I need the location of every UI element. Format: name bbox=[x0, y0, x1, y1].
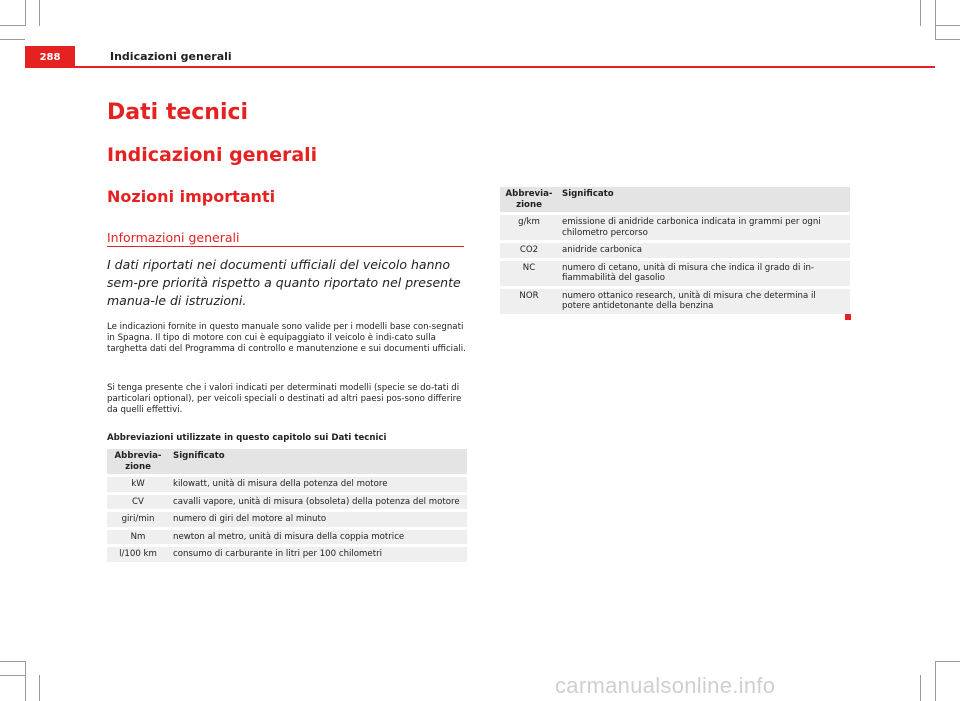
crop-mark bbox=[935, 661, 960, 662]
crop-mark bbox=[935, 25, 960, 26]
crop-mark bbox=[39, 675, 40, 701]
table-row bbox=[500, 289, 850, 314]
meaning-cell: numero di cetano, unità di misura che indica il grado di in-fiammabilità del gasolio bbox=[558, 261, 850, 286]
abbreviations-table-right bbox=[500, 184, 850, 317]
body-paragraph-2: Si tenga presente che i valori indicati per determinati modelli (specie se do-tati di particolari optional), per veicoli speciali o destinati ad altri paesi pos-sono differire da quelli effettivi. bbox=[107, 383, 462, 416]
header-rule bbox=[75, 66, 935, 68]
abbr-cell: NOR bbox=[500, 289, 558, 314]
crop-mark bbox=[0, 675, 26, 676]
crop-mark bbox=[920, 0, 921, 26]
abbr-cell: Nm bbox=[107, 530, 169, 545]
header-abbreviazione: Abbrevia-zione bbox=[500, 187, 558, 212]
abbreviations-intro: Abbreviazioni utilizzate in questo capitolo sui Dati tecnici bbox=[107, 433, 387, 443]
body-paragraph-1: Le indicazioni fornite in questo manuale sono valide per i modelli base con-segnati in Spagna. Il tipo di motore con cui è equipaggiato il veicolo è indi-cato sulla targhetta dati del Programma di controllo e manutenzione e sui documenti ufficiali. bbox=[107, 322, 466, 355]
meaning-cell: cavalli vapore, unità di misura (obsoleta) della potenza del motore bbox=[169, 495, 467, 510]
abbr-cell: giri/min bbox=[107, 512, 169, 527]
meaning-cell: kilowatt, unità di misura della potenza del motore bbox=[169, 477, 467, 492]
meaning-cell: consumo di carburante in litri per 100 chilometri bbox=[169, 547, 467, 562]
watermark: carmanualsonline.info bbox=[555, 673, 776, 698]
abbr-cell: g/km bbox=[500, 215, 558, 240]
crop-mark bbox=[0, 25, 26, 26]
header-abbreviazione: Abbrevia-zione bbox=[107, 449, 169, 474]
heading-nozioni-importanti: Nozioni importanti bbox=[107, 187, 276, 206]
table-row bbox=[500, 261, 850, 286]
crop-mark bbox=[920, 675, 921, 701]
table-row bbox=[107, 547, 467, 562]
header-significato: Significato bbox=[169, 449, 467, 474]
crop-mark bbox=[0, 39, 25, 40]
crop-mark bbox=[935, 39, 960, 40]
table-header-row bbox=[500, 187, 850, 212]
table-row bbox=[500, 243, 850, 258]
abbreviations-table-left bbox=[107, 446, 467, 565]
table-row bbox=[500, 215, 850, 240]
meaning-cell: emissione di anidride carbonica indicata in grammi per ogni chilometro percorso bbox=[558, 215, 850, 240]
meaning-cell: newton al metro, unità di misura della coppia motrice bbox=[169, 530, 467, 545]
heading-informazioni-generali: Informazioni generali bbox=[107, 230, 240, 245]
running-header-title: Indicazioni generali bbox=[110, 50, 232, 63]
meaning-cell: anidride carbonica bbox=[558, 243, 850, 258]
section-rule bbox=[107, 246, 464, 247]
heading-dati-tecnici: Dati tecnici bbox=[107, 100, 249, 125]
table-header-row bbox=[107, 449, 467, 474]
meaning-cell: numero ottanico research, unità di misura che determina il potere antidetonante della benzina bbox=[558, 289, 850, 314]
crop-mark bbox=[0, 661, 25, 662]
section-end-marker bbox=[845, 314, 851, 320]
crop-mark bbox=[25, 0, 26, 26]
meaning-cell: numero di giri del motore al minuto bbox=[169, 512, 467, 527]
abbr-cell: kW bbox=[107, 477, 169, 492]
page-number: 288 bbox=[25, 46, 75, 68]
abbr-cell: NC bbox=[500, 261, 558, 286]
header-significato: Significato bbox=[558, 187, 850, 212]
abbr-cell: l/100 km bbox=[107, 547, 169, 562]
table-row bbox=[107, 495, 467, 510]
heading-indicazioni-generali: Indicazioni generali bbox=[107, 144, 318, 166]
crop-mark bbox=[39, 0, 40, 26]
table-row bbox=[107, 530, 467, 545]
abbr-cell: CV bbox=[107, 495, 169, 510]
crop-mark bbox=[25, 661, 26, 701]
crop-mark bbox=[935, 661, 936, 701]
abbr-cell: CO2 bbox=[500, 243, 558, 258]
table-row bbox=[107, 477, 467, 492]
table-row bbox=[107, 512, 467, 527]
lead-paragraph: I dati riportati nei documenti ufficiali del veicolo hanno sem-pre priorità rispetto a quanto riportato nel presente manua-le di istruzioni. bbox=[107, 257, 461, 308]
crop-mark bbox=[935, 0, 936, 40]
